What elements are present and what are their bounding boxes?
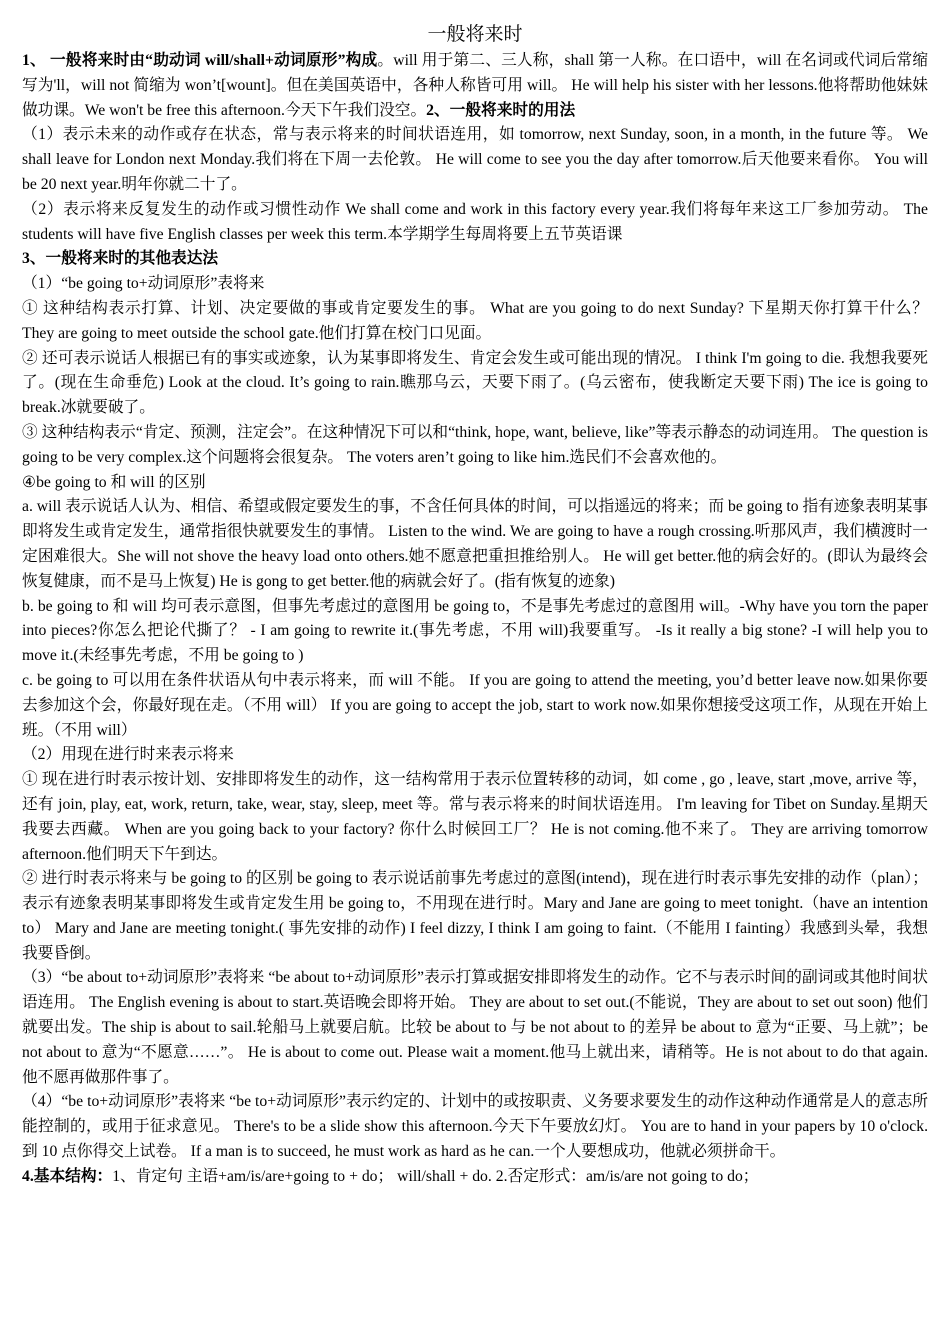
paragraph [22, 1165, 928, 1190]
paragraph [22, 347, 928, 421]
paragraph [22, 272, 928, 297]
body-text: （2）表示将来反复发生的动作或习惯性动作 We shall come and work in this factory every year.我们将每年来这工厂参加劳动。 The students will have five English classes per week this term.本学期学生每周将要上五节英语课 [22, 200, 928, 243]
paragraph [22, 867, 928, 966]
body-text: （2）用现在进行时来表示将来 [22, 746, 234, 764]
body-text: （1）“be going to+动词原形”表将来 [22, 275, 265, 293]
body-text: ② 还可表示说话人根据已有的事实或迹象，认为某事即将发生、肯定会发生或可能出现的情况。 I think I'm going to die. 我想我要死了。(现在生命垂危) Look at the cloud. It’s going to rain.瞧那乌云，天要下雨了。(乌云密布，使我断定天要下雨) The ice is going to break.冰就要破了。 [22, 349, 928, 417]
body-text: （4）“be to+动词原形”表将来 “be to+动词原形”表示约定的、计划中的或按职责、义务要求要发生的动作这种动作通常是人的意志所能控制的，或用于征求意见。 There's to be a slide show this afternoon.今天下午要放幻灯。 You are to hand in your papers by 10 o'clock.到 10 点你得交上试卷。 If a man is to succeed, he must work as hard as he can.一个人要想成功，他就必须拼命干。 [22, 1093, 928, 1161]
body-text: ④be going to 和 will 的区别 [22, 473, 206, 491]
paragraph [22, 966, 928, 1090]
heading-text: 1、 一般将来时由“助动词 will/shall+动词原形”构成 [22, 52, 378, 69]
paragraph [22, 595, 928, 669]
paragraph [22, 768, 928, 867]
paragraph [22, 49, 928, 123]
paragraph [22, 743, 928, 768]
body-text: （3）“be about to+动词原形”表将来 “be about to+动词原形”表示打算或据安排即将发生的动作。它不与表示时间的副词或其他时间状语连用。 The English evening is about to start.英语晚会即将开始。 They are about to set out.(不能说，They are about to set out soon) 他们就要出发。The ship is about to sail.轮船马上就要启航。比较 be about to 与 be not about to 的差异 be about to 意为“正要、马上就”；be not about to 意为“不愿意……”。 He is about to come out. Please wait a moment.他马上就出来，请稍等。He is not about to do that again.他不愿再做那件事了。 [22, 969, 928, 1086]
paragraph [22, 198, 928, 248]
paragraph [22, 1090, 928, 1164]
paragraph [22, 247, 928, 272]
heading-text: 4.基本结构： [22, 1167, 113, 1185]
body-text: c. be going to 可以用在条件状语从句中表示将来，而 will 不能。 If you are going to attend the meeting, you’d better leave now.如果你要去参加这个会，你最好现在走。（不用 will） If you are going to accept the job, start to work now.如果你想接受这项工作，从现在开始上班。（不用 will） [22, 671, 928, 739]
paragraph [22, 495, 928, 594]
paragraph [22, 123, 928, 197]
body-text: a. will 表示说话人认为、相信、希望或假定要发生的事，不含任何具体的时间，可以指遥远的将来；而 be going to 指有迹象表明某事即将发生或肯定发生，通常指很快就要发生的事情。 Listen to the wind. We are going to have a rough crossing.听那风声，我们横渡时一定困难很大。She will not shove the heavy load onto others.她不愿意把重担推给别人。 He will get better.他的病会好的。(即认为最终会恢复健康，而不是马上恢复) He is gong to get better.他的病就会好了。(指有恢复的迹象) [22, 498, 928, 590]
paragraph [22, 297, 928, 347]
paragraph [22, 669, 928, 743]
body-text: ③ 这种结构表示“肯定、预测，注定会”。在这种情况下可以和“think, hope, want, believe, like”等表示静态的动词连用。 The question is going to be very complex.这个问题将会很复杂。 The voters aren’t going to like him.选民们不会喜欢他的。 [22, 423, 928, 466]
body-text: ① 现在进行时表示按计划、安排即将发生的动作，这一结构常用于表示位置转移的动词，如 come , go , leave, start ,move, arrive 等，还有 join, play, eat, work, return, take, wear, stay, sleep, meet 等。常与表示将来的时间状语连用。 I'm leaving for Tibet on Sunday.星期天我要去西藏。 When are you going back to your factory? 你什么时候回工厂？ He is not coming.他不来了。 They are arriving tomorrow afternoon.他们明天下午到达。 [22, 771, 928, 863]
body-text: ② 进行时表示将来与 be going to 的区别 be going to 表示说话前事先考虑过的意图(intend)，现在进行时表示事先安排的动作（plan）；表示有迹象表明某事即将发生或肯定发生用 be going to，不用现在进行时。Mary and Jane are going to meet tonight.（have an intention to） Mary and Jane are meeting tonight.( 事先安排的动作) I feel dizzy, I think I am going to faint.（不能用 I fainting）我感到头晕，我想我要昏倒。 [22, 870, 928, 962]
paragraph [22, 471, 928, 496]
body-text: 1、肯定句 主语+am/is/are+going to + do； will/shall + do. 2.否定形式：am/is/are not going to do； [112, 1167, 759, 1185]
body-text: ① 这种结构表示打算、计划、决定要做的事或肯定要发生的事。 What are you going to do next Sunday? 下星期天你打算干什么？ They are going to meet outside the school gate.他们打算在校门口见面。 [22, 299, 928, 342]
document-body [22, 49, 928, 1190]
document-title: 一般将来时 [427, 24, 523, 45]
body-text: 。will 用于第二、三人称，shall 第一人称。在口语中，will 在名词或代词后常缩写为'll，will not 简缩为 won’t[wount]。但在美国英语中，各种人称皆可用 will。 He will help his sister with her lessons.他将帮助他妹妹做功课。We won't be free this afternoon.今天下午我们没空。 [22, 52, 929, 119]
body-text: b. be going to 和 will 均可表示意图，但事先考虑过的意图用 be going to，不是事先考虑过的意图用 will。-Why have you torn the paper into pieces?你怎么把论代撕了？ - I am going to rewrite it.(事先考虑，不用 will)我要重写。 -Is it really a big stone? -I will help you to move it.(未经事先考虑，不用 be going to ) [22, 597, 928, 665]
heading-text: 2、一般将来时的用法 [426, 101, 576, 119]
heading-text: 3、一般将来时的其他表达法 [22, 250, 219, 268]
body-text: （1）表示未来的动作或存在状态，常与表示将来的时间状语连用，如 tomorrow, next Sunday, soon, in a month, in the future 等。 We shall leave for London next Monday.我们将在下周一去伦敦。 He will come to see you the day after tomorrow.后天他要来看你。 You will be 20 next year.明年你就二十了。 [22, 126, 928, 193]
paragraph [22, 421, 928, 471]
